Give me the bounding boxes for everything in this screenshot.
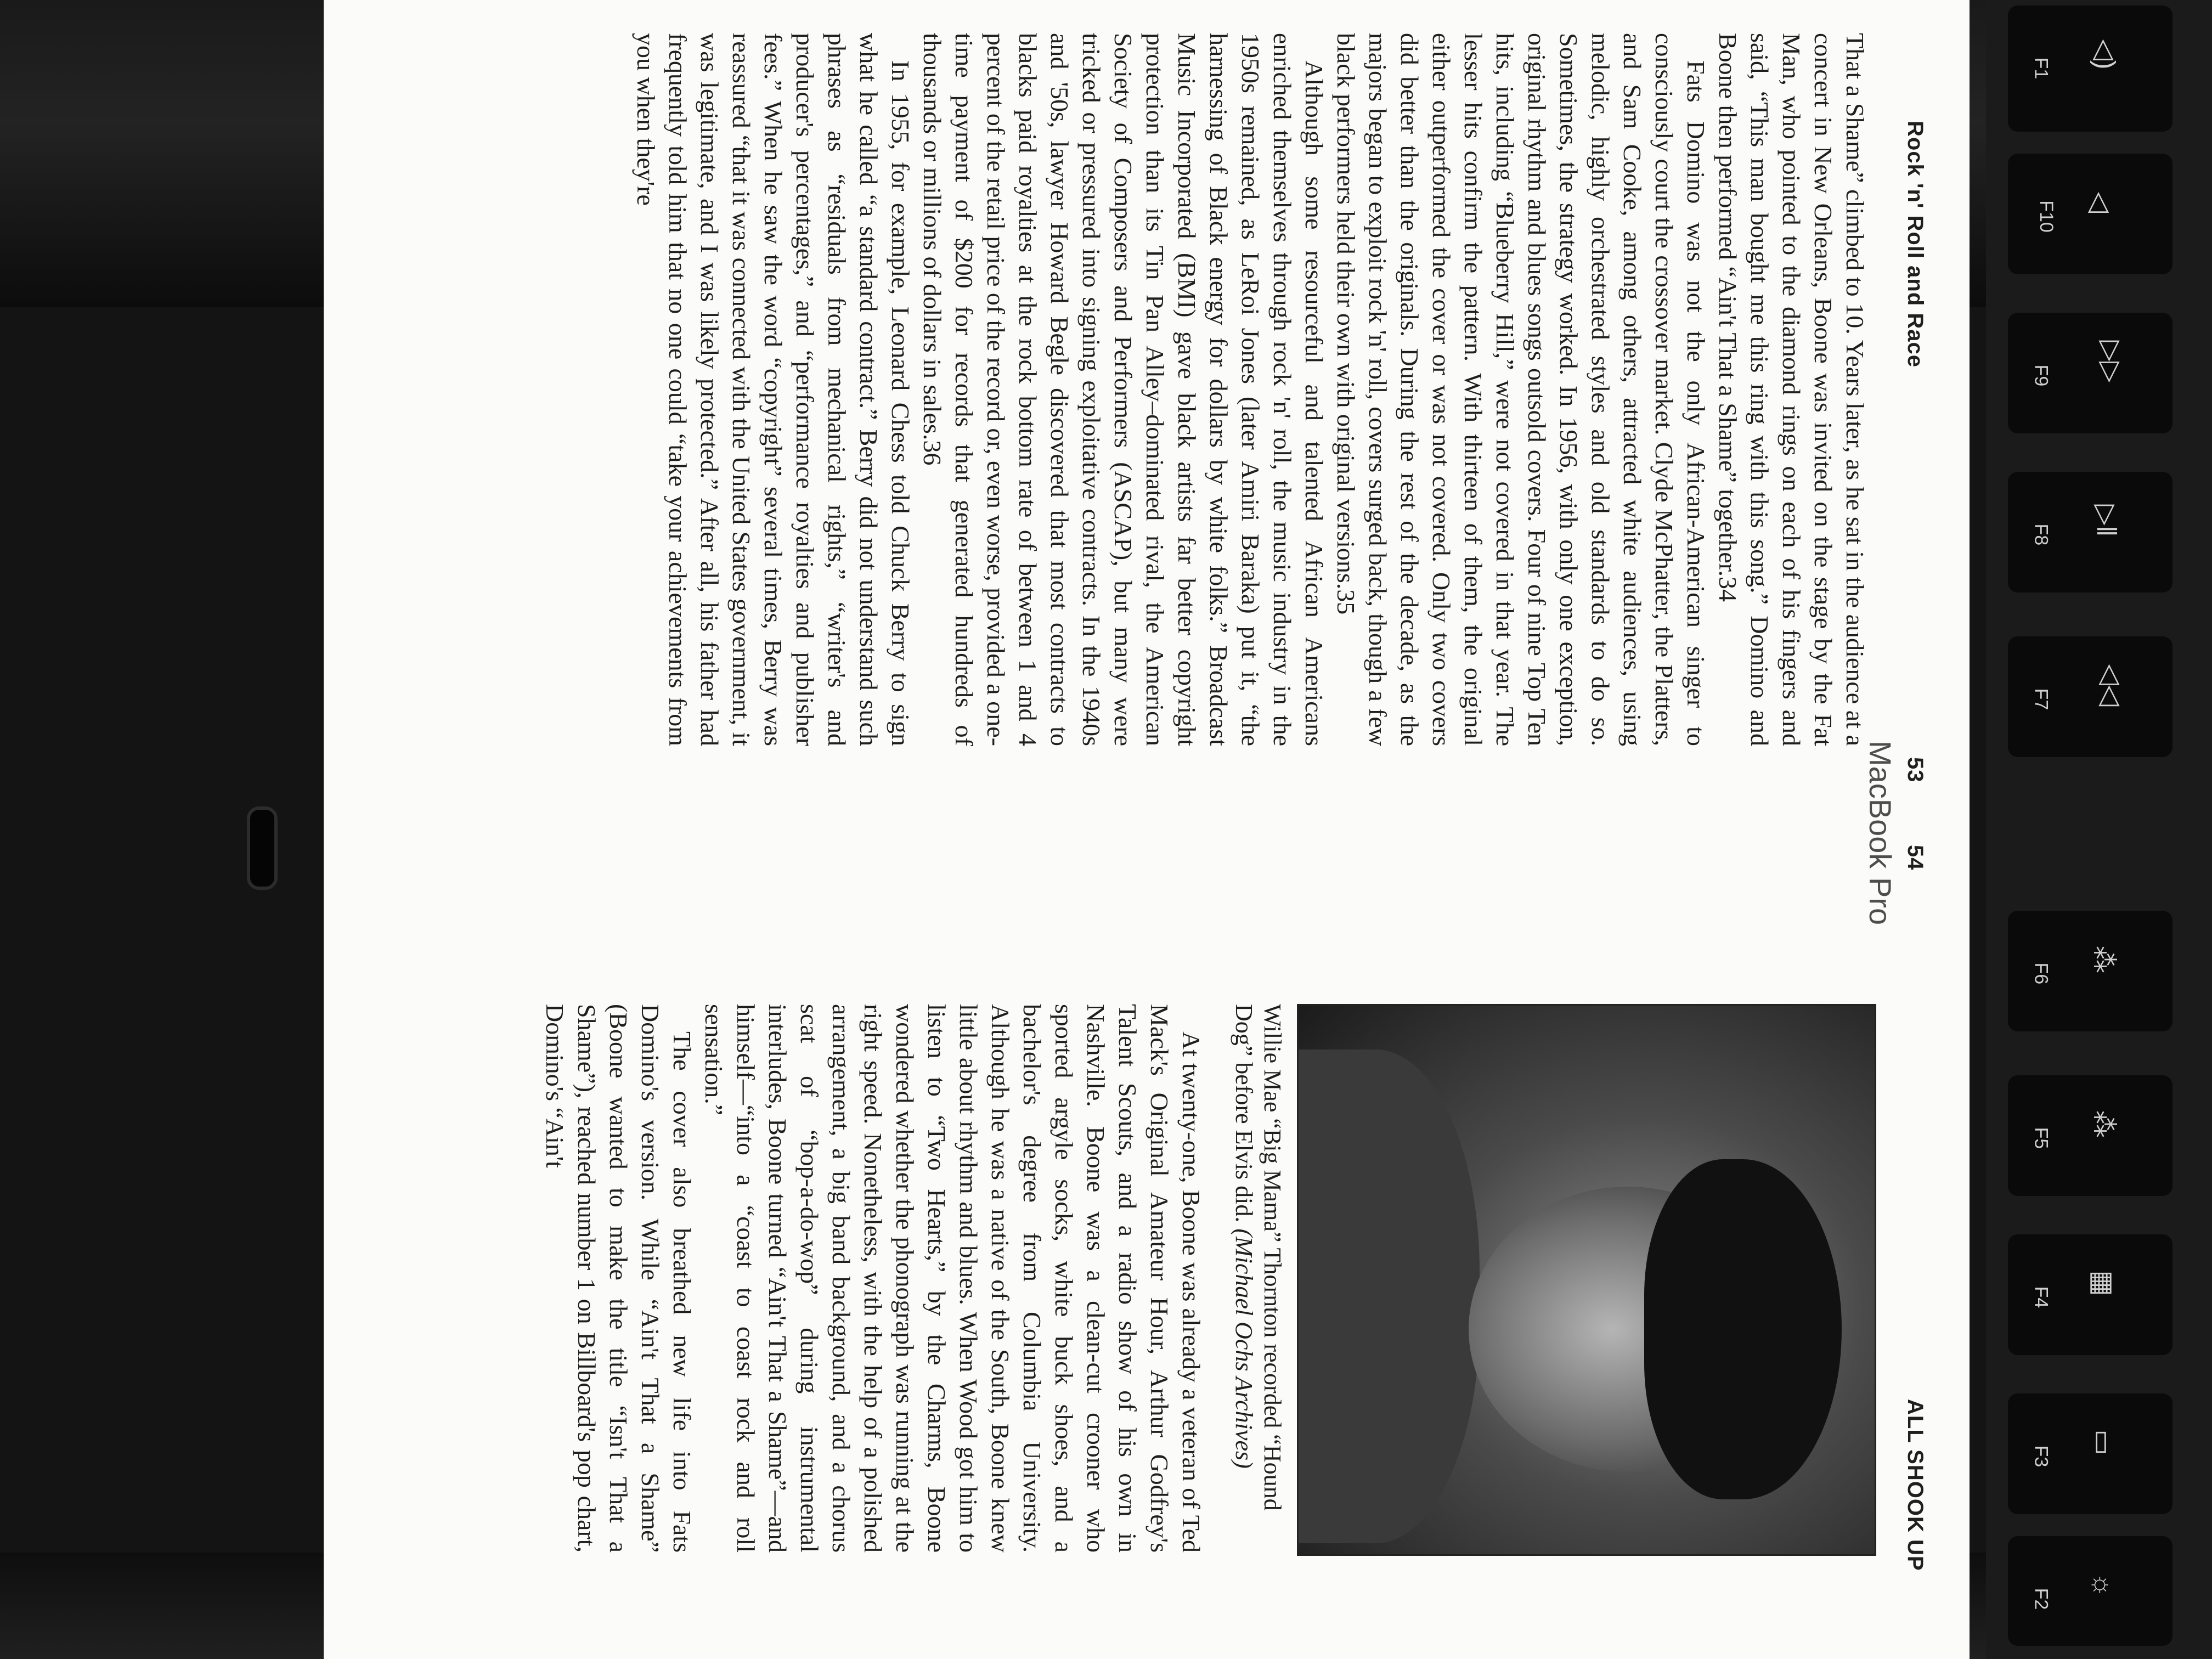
- mute-icon: ◁: [2085, 191, 2117, 213]
- volume-icon: ◁): [2090, 39, 2121, 70]
- key-f2[interactable]: ☼ F2: [2008, 1536, 2172, 1646]
- right-page-body: [630, 33, 1871, 746]
- photo-figure-shoulders: [1297, 1049, 1480, 1543]
- body-paragraph: At twenty-one, Boone was already a veteran of Ted Mack's Original Amateur Hour, Arthur Godfrey's Talent Scouts, and a radio show of his own in Nashville. Boone was a clean-cut crooner who sported argyle socks, white buck shoes, and a bachelor's degree from Columbia University. Although he was a native of the South, Boone knew little about rhythm and blues. When Wood got him to listen to “Two Hearts,” by the Charms, Boone wondered whether the phonograph was running at the right speed. Nonetheless, with the help of a polished arrangement, a big band background, and a chorus scat of “bop-a-do-wop” during instrumental interludes, Boone turned “Ain't That a Shame”—and himself—“into a “coast to coast rock and roll sensation.”: [700, 1004, 1205, 1553]
- mission-control-icon: ▭: [2087, 1429, 2119, 1455]
- key-f6[interactable]: ⁂ F6: [2008, 911, 2172, 1031]
- rewind-icon: ◁◁: [2096, 664, 2127, 707]
- photo-figure-hair: [1644, 1159, 1842, 1499]
- body-paragraph: The cover also breathed new life into Fats Domino's version. While “Ain't That a Shame” (Boone wanted to make the title “Isn't That a Shame”), reached number 1 on Billboard's pop chart, Domino's “Ain't: [541, 1004, 696, 1553]
- body-paragraph: That a Shame” climbed to 10. Years later, as he sat in the audience at a concert in New Orleans, Boone was invited on the stage by the Fat Man, who pointed to the diamond rings on each of his fingers and said, “This man bought me this ring with this song.” Domino and Boone then performed “Ain't That a Shame” together.34: [1714, 33, 1869, 746]
- keyboard-dim-icon: ⁂: [2089, 1110, 2119, 1138]
- left-page-body: [539, 1004, 1207, 1553]
- book-spread: [324, 0, 1970, 1624]
- keyboard-bright-icon: ⁂: [2089, 946, 2119, 973]
- photo-caption: [1229, 1004, 1286, 1553]
- key-f11[interactable]: ◁) F1: [2008, 5, 2172, 132]
- key-f5[interactable]: ⁂ F5: [2008, 1075, 2172, 1196]
- play-pause-icon: ▷‖: [2091, 504, 2122, 537]
- key-f3[interactable]: ▭ F3: [2008, 1393, 2172, 1514]
- laptop-screen: [324, 0, 1970, 1659]
- key-f7[interactable]: ◁◁ F7: [2008, 636, 2172, 757]
- portrait-photo: [1297, 1004, 1876, 1556]
- brightness-icon: ☼: [2087, 1572, 2118, 1598]
- body-paragraph: Although some resourceful and talented African Americans enriched themselves through rock 'n' roll, the music industry in the 1950s remained, as LeRoi Jones (later Amiri Baraka) put it, “the harnessing of Black energy for dollars by white folks.” Broadcast Music Incorporated (BMI) gave black artists far better copyright protection than its Tin Pan Alley–dominated rival, the American Society of Composers and Performers (ASCAP), but many were tricked or pressured into signing exploitative contracts. In the 1940s and '50s, lawyer Howard Begle discovered that most contracts to blacks paid royalties at the rock bottom rate of between 1 and 4 percent of the retail price of the record or, even worse, provided a one-time payment of $200 for records that generated hundreds of thousands or millions of dollars in sales.36: [918, 33, 1328, 746]
- caption-text: Willie Mae “Big Mama” Thornton recorded “Hound Dog” before Elvis did.: [1231, 1004, 1286, 1511]
- launchpad-icon: ▦: [2087, 1270, 2119, 1296]
- page-number-left: 53: [1903, 757, 1927, 783]
- fast-forward-icon: ▷▷: [2096, 340, 2127, 383]
- laptop-brand-label: MacBook Pro: [1863, 741, 1898, 926]
- page-number-right: 54: [1903, 845, 1927, 871]
- running-head-left: Rock 'n' Roll and Race: [1903, 121, 1927, 368]
- running-head-right: ALL SHOOK UP: [1903, 1399, 1927, 1571]
- webcam-notch: [247, 806, 278, 890]
- key-f8[interactable]: ▷‖ F8: [2008, 472, 2172, 592]
- key-f4[interactable]: ▦ F4: [2008, 1234, 2172, 1355]
- key-f9[interactable]: ▷▷ F9: [2008, 313, 2172, 433]
- body-paragraph: In 1955, for example, Leonard Chess told Chuck Berry to sign what he called “a standard contract.” Berry did not understand such phrases as “residuals from mechanical rights,” “writer's and producer's percentages,” and “performance royalties and publisher fees.” When he saw the word “copyright” several times, Berry was reassured “that it was connected with the United States government, it was legitimate, and I was likely protected.” After all, his father had frequently told him that no one could “take your achievements from you when they're: [632, 33, 915, 746]
- key-f10[interactable]: ◁ F10: [2008, 154, 2172, 274]
- body-paragraph: Fats Domino was not the only African-American singer to consciously court the crossover market. Clyde McPhatter, the Platters, and Sam Cooke, among others, attracted white audiences, using melodic, highly orchestrated styles and old standards to do so. Sometimes, the strategy worked. In 1956, with only one exception, original rhythm and blues songs outsold covers. Four of nine Top Ten hits, including “Blueberry Hill,” were not covered in that year. The lesser hits confirm the pattern. With thirteen of them, the original either outperformed the cover or was not covered. Only two covers did better than the originals. During the rest of the decade, as the majors began to exploit rock 'n' roll, covers surged back, though a few black performers held their own with original versions.35: [1332, 33, 1710, 746]
- caption-credit: (Michael Ochs Archives): [1231, 1228, 1257, 1469]
